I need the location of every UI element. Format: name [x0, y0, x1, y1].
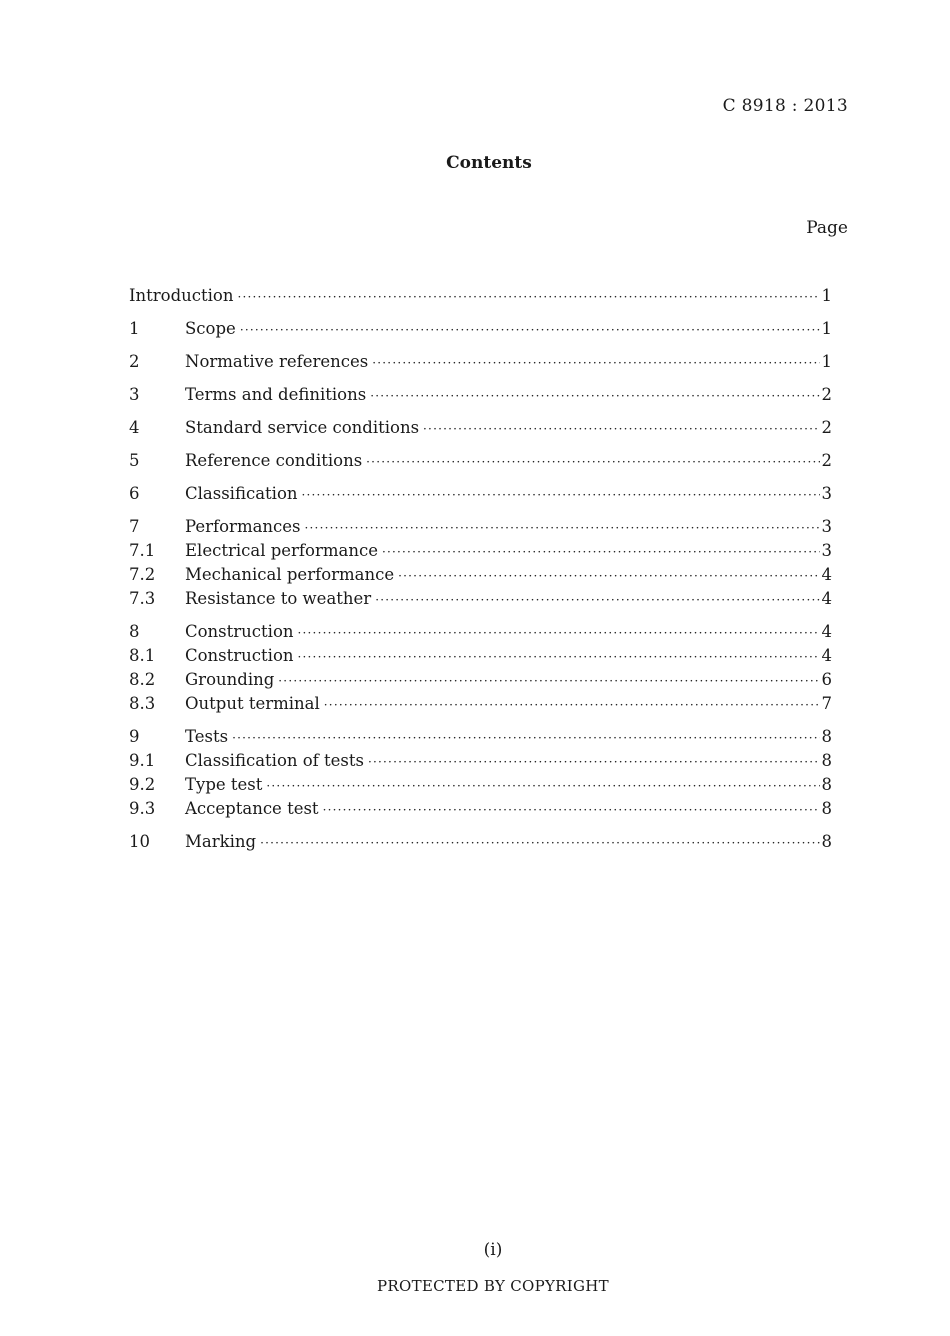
dot-leader — [232, 726, 819, 750]
toc-entry-title: Acceptance test — [185, 799, 319, 818]
toc-entry[interactable] — [129, 539, 832, 563]
toc-entry[interactable] — [129, 383, 832, 407]
dot-leader — [372, 351, 819, 375]
toc-entry[interactable] — [129, 515, 832, 539]
toc-entry-page: 2 — [821, 451, 832, 470]
toc-entry-title: Standard service conditions — [185, 418, 420, 437]
toc-entry-page: 4 — [821, 646, 832, 665]
toc-entry-number: 9.1 — [129, 751, 156, 770]
toc-entry-page: 8 — [821, 751, 832, 770]
toc-entry-number: 8.2 — [129, 670, 156, 689]
toc-entry-number: 5 — [129, 451, 140, 470]
dot-leader — [323, 798, 820, 822]
toc-entry-page: 8 — [821, 727, 832, 746]
toc-entry-title: Scope — [185, 319, 236, 338]
toc-entry[interactable] — [129, 725, 832, 749]
toc-entry-page: 3 — [821, 484, 832, 503]
toc-entry-number: 8.3 — [129, 694, 156, 713]
toc-entry-number: 7.3 — [129, 589, 156, 608]
toc-entry-number: 3 — [129, 385, 140, 404]
toc-entry-page: 2 — [821, 418, 832, 437]
toc-entry-title: Classification of tests — [185, 751, 364, 770]
toc-entry[interactable] — [129, 482, 832, 506]
dot-leader — [324, 693, 820, 717]
toc-entry[interactable] — [129, 692, 832, 716]
page-column-label: Page — [806, 218, 848, 238]
dot-leader — [423, 417, 819, 441]
toc-entry-title: Resistance to weather — [185, 589, 372, 608]
table-of-contents — [129, 284, 832, 854]
toc-entry[interactable] — [129, 797, 832, 821]
copyright-notice: PROTECTED BY COPYRIGHT — [377, 1277, 609, 1295]
toc-entry-number: 8 — [129, 622, 140, 641]
dot-leader — [370, 384, 819, 408]
toc-entry-title: Terms and definitions — [185, 385, 367, 404]
toc-entry-page: 8 — [821, 775, 832, 794]
dot-leader — [278, 669, 819, 693]
toc-entry-number: 6 — [129, 484, 140, 503]
toc-entry-page: 3 — [821, 541, 832, 560]
toc-entry-page: 4 — [821, 589, 832, 608]
dot-leader — [366, 450, 819, 474]
toc-entry-title: Tests — [185, 727, 229, 746]
toc-entry-page: 6 — [821, 670, 832, 689]
toc-entry-title: Construction — [185, 622, 294, 641]
toc-entry-page: 4 — [821, 622, 832, 641]
toc-entry[interactable] — [129, 749, 832, 773]
page-title: Contents — [446, 153, 532, 173]
toc-entry-number: 10 — [129, 832, 150, 851]
toc-entry-title: Reference conditions — [185, 451, 363, 470]
toc-entry-title: Normative references — [185, 352, 369, 371]
dot-leader — [382, 540, 820, 564]
toc-entry-title: Grounding — [185, 670, 275, 689]
toc-entry[interactable] — [129, 644, 832, 668]
toc-entry[interactable] — [129, 449, 832, 473]
toc-entry[interactable] — [129, 668, 832, 692]
dot-leader — [240, 318, 820, 342]
toc-entry-title: Classification — [185, 484, 298, 503]
toc-entry-title: Performances — [185, 517, 301, 536]
dot-leader — [305, 516, 820, 540]
toc-entry-title: Electrical performance — [185, 541, 378, 560]
toc-entry[interactable] — [129, 587, 832, 611]
toc-entry-title: Output terminal — [185, 694, 320, 713]
toc-entry-number: 8.1 — [129, 646, 156, 665]
toc-entry-number: 9.2 — [129, 775, 156, 794]
dot-leader — [398, 564, 819, 588]
toc-entry-number: 9.3 — [129, 799, 156, 818]
toc-entry[interactable] — [129, 620, 832, 644]
dot-leader — [368, 750, 820, 774]
toc-entry[interactable] — [129, 773, 832, 797]
toc-entry-title: Type test — [185, 775, 263, 794]
dot-leader — [302, 483, 820, 507]
toc-entry-title: Mechanical performance — [185, 565, 395, 584]
toc-entry[interactable] — [129, 416, 832, 440]
page-number: (i) — [483, 1240, 503, 1260]
toc-entry-number: 7 — [129, 517, 140, 536]
toc-entry-page: 7 — [821, 694, 832, 713]
toc-entry-page: 4 — [821, 565, 832, 584]
toc-entry-title: Construction — [185, 646, 294, 665]
dot-leader — [298, 645, 820, 669]
toc-entry[interactable] — [129, 350, 832, 374]
toc-entry-page: 1 — [821, 319, 832, 338]
toc-entry-number: 7.1 — [129, 541, 156, 560]
toc-entry-page: 8 — [821, 799, 832, 818]
toc-entry-title: Marking — [185, 832, 257, 851]
toc-entry-introduction[interactable] — [129, 284, 832, 308]
toc-entry-page: 1 — [821, 352, 832, 371]
toc-entry[interactable] — [129, 563, 832, 587]
dot-leader — [260, 831, 819, 855]
toc-entry-page: 8 — [821, 832, 832, 851]
dot-leader — [238, 285, 820, 309]
toc-entry-title: Introduction — [129, 286, 234, 305]
toc-entry-number: 9 — [129, 727, 140, 746]
dot-leader — [298, 621, 820, 645]
toc-entry[interactable] — [129, 830, 832, 854]
toc-entry[interactable] — [129, 317, 832, 341]
dot-leader — [375, 588, 819, 612]
dot-leader — [266, 774, 819, 798]
toc-entry-page: 1 — [821, 286, 832, 305]
toc-entry-number: 7.2 — [129, 565, 156, 584]
toc-entry-number: 1 — [129, 319, 140, 338]
toc-entry-page: 3 — [821, 517, 832, 536]
standard-number: C 8918 : 2013 — [722, 96, 848, 116]
toc-entry-number: 4 — [129, 418, 140, 437]
toc-entry-number: 2 — [129, 352, 140, 371]
toc-entry-page: 2 — [821, 385, 832, 404]
